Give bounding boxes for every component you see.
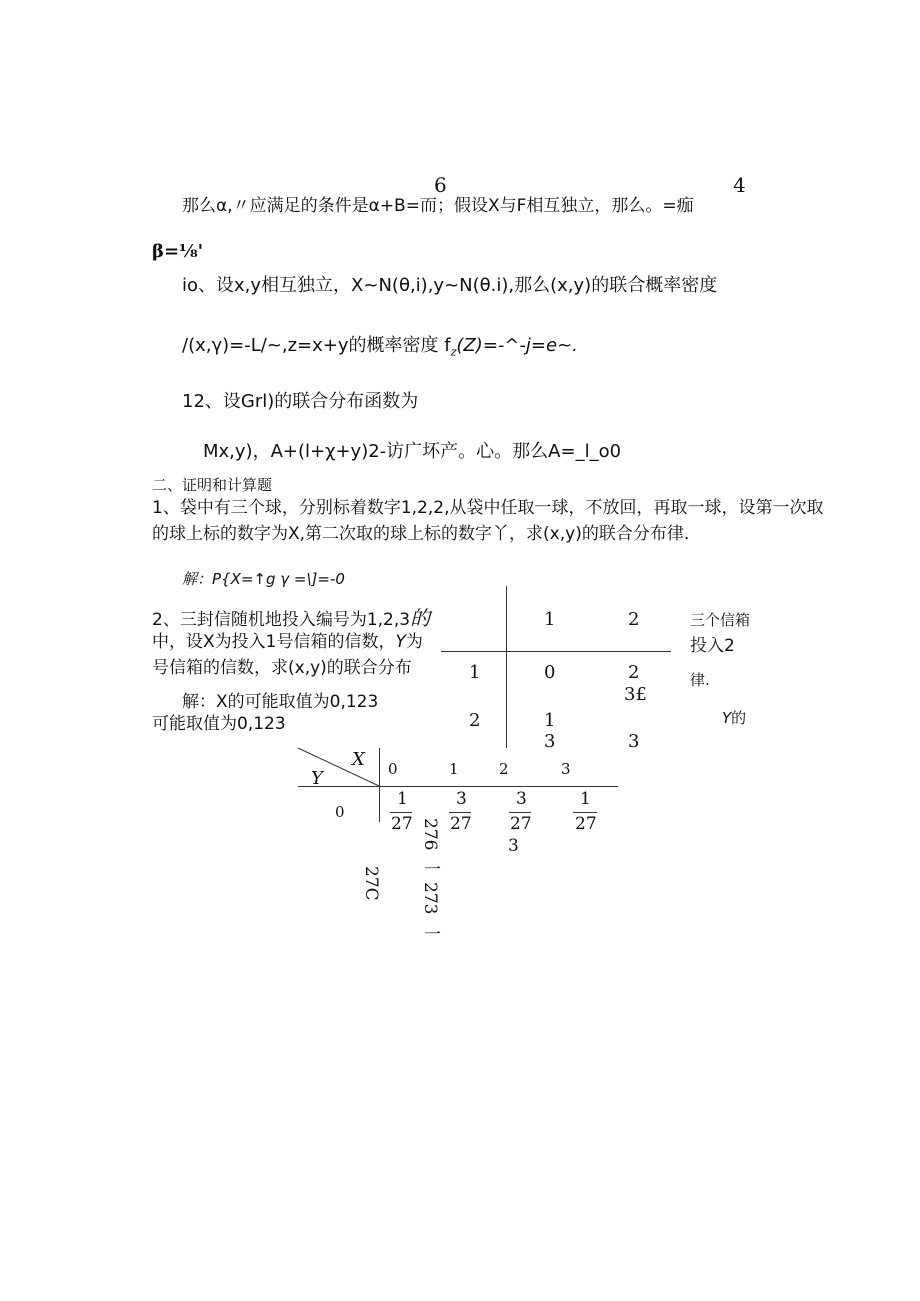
problem-2-line-2 xyxy=(152,634,423,651)
page-number-fragment-6: 6 xyxy=(434,173,447,197)
table1-row-label-1: 1 xyxy=(469,662,481,683)
fraction-2-bar xyxy=(449,812,471,813)
table2-vertical-rule xyxy=(379,748,380,822)
q12-line-2: Mx,y)，A+(l+χ+y)2-访广坏产。心。那么A=_l_o0 xyxy=(203,441,622,462)
table1-cell-1-extra: 3£ xyxy=(624,684,647,705)
rotated-dash-2: 一 xyxy=(420,925,440,942)
fraction-2-numerator: 3 xyxy=(456,789,467,809)
table1-cell-2-below: 3 xyxy=(544,731,556,752)
beta-result: β=⅛' xyxy=(152,241,204,262)
table1-col-header-1: 1 xyxy=(544,609,556,630)
q10-density-tail: (Z)=-^-j=e~. xyxy=(456,335,578,356)
table1-cell-2-right: 3 xyxy=(628,731,640,752)
problem-2-line-2-tail: 为 xyxy=(405,632,423,652)
problem-2-y-symbol: Y xyxy=(395,632,406,652)
table2-row-label-0: 0 xyxy=(335,803,345,821)
table2-header-rule xyxy=(298,786,618,787)
page-number-fragment-4: 4 xyxy=(733,173,746,197)
problem-2-right-2: 投入2 xyxy=(690,636,735,656)
q10-line-1: io、设x,y相互独立，X~N(θ,i),y~N(θ.i),那么(x,y)的联合概率密度 xyxy=(182,275,718,296)
problem-2-line-5: 可能取值为0,123 xyxy=(152,714,286,734)
fraction-1-denominator: 27 xyxy=(391,814,413,834)
problem-1-solution: 解：P{X=↑g γ =\]=-0 xyxy=(182,570,345,588)
problem-2-right-4-text: 的 xyxy=(731,709,747,727)
fraction-1-numerator: 1 xyxy=(397,789,408,809)
problem-2-solution: 解：X的可能取值为0,123 xyxy=(182,692,379,712)
problem-1-line-2: 的球上标的数字为X,第二次取的球上标的数字丫，求(x,y)的联合分布律. xyxy=(152,524,690,544)
condition-line: 那么α,〃应满足的条件是α+B=而；假设X与F相互独立，那么。=痂 xyxy=(182,196,694,216)
q12-line-1: 12、设Grl)的联合分布函数为 xyxy=(182,391,419,412)
problem-2-right-4 xyxy=(722,711,746,726)
q10-density-text: /(x,γ)=-L∕~,z=x+y的概率密度 f xyxy=(182,335,451,356)
table1-row-label-2: 2 xyxy=(469,710,481,731)
problem-2-line-1-text: 2、三封信随机地投入编号为1,2,3 xyxy=(152,610,411,630)
rotated-273: 273 xyxy=(420,882,440,915)
table1-vertical-rule xyxy=(506,586,507,748)
fraction-3-bar xyxy=(509,812,531,813)
table2-col-header-0: 0 xyxy=(388,760,398,778)
table2-corner-x: X xyxy=(352,749,365,770)
fraction-4-bar xyxy=(573,812,597,813)
problem-2-line-1 xyxy=(152,608,430,629)
fraction-3-numerator: 3 xyxy=(516,789,527,809)
fraction-3-denominator: 27 xyxy=(510,814,532,834)
table2-col-header-3: 3 xyxy=(561,760,571,778)
table2-corner-y: Y xyxy=(311,768,323,789)
q10-subscript: z xyxy=(450,345,457,359)
fraction-2-denominator: 27 xyxy=(450,814,472,834)
section-title: 二、证明和计算题 xyxy=(152,476,273,494)
problem-1-line-1: 1、袋中有三个球，分别标着数字1,2,2,从袋中任取一球，不放回，再取一球，设第一次取 xyxy=(152,498,824,518)
problem-2-right-1: 三个信箱 xyxy=(690,611,751,629)
table1-cell-2-1: 1 xyxy=(544,710,556,731)
problem-2-right-3: 律. xyxy=(690,671,710,689)
fraction-4-denominator: 27 xyxy=(575,814,597,834)
problem-2-line-3: 号信箱的信数，求(x,y)的联合分布 xyxy=(152,658,412,678)
side-27c: 27C xyxy=(361,866,381,901)
table1-cell-1-1: 0 xyxy=(544,662,556,683)
table1-cell-1-2: 2 xyxy=(628,662,640,683)
table1-horizontal-rule xyxy=(441,651,671,652)
fraction-3-below: 3 xyxy=(508,836,519,856)
rotated-dash-1: 一 xyxy=(420,860,440,877)
table2-col-header-2: 2 xyxy=(499,760,509,778)
table2-col-header-1: 1 xyxy=(449,760,459,778)
problem-2-line-1-tail: 的 xyxy=(410,606,431,630)
rotated-276: 276 xyxy=(420,818,440,851)
problem-2-line-2-text: 中，设X为投入1号信箱的信数， xyxy=(152,632,396,652)
problem-2-right-y: Y xyxy=(722,709,732,727)
q10-line-2 xyxy=(182,337,578,358)
fraction-4-numerator: 1 xyxy=(580,789,591,809)
table1-col-header-2: 2 xyxy=(628,609,640,630)
fraction-1-bar xyxy=(390,812,412,813)
